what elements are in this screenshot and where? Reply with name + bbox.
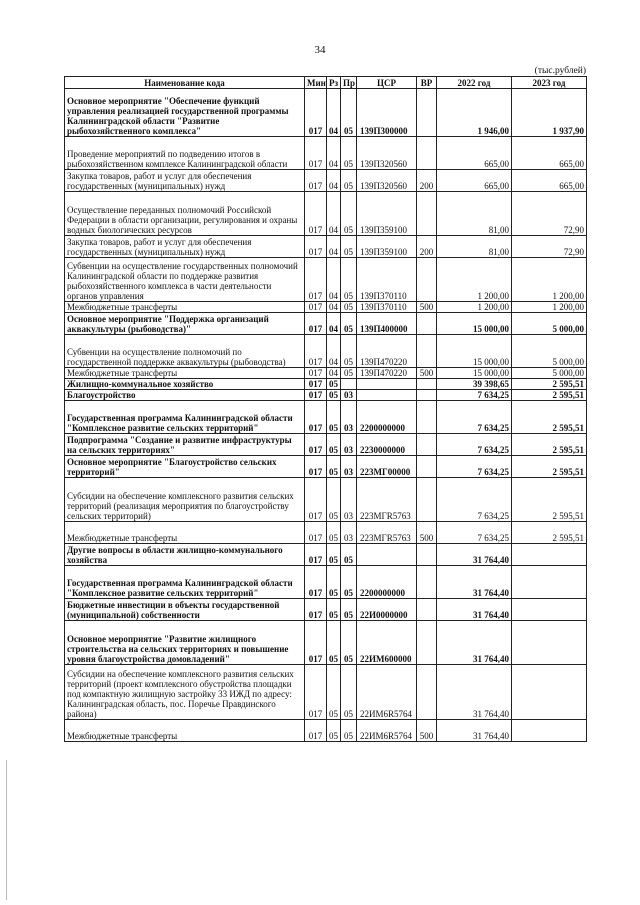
cell-y2023 xyxy=(512,599,587,621)
header-min: Мин xyxy=(305,77,327,89)
cell-pr: 05 xyxy=(341,258,357,302)
table-row xyxy=(65,379,587,390)
cell-pr: 05 xyxy=(341,368,357,379)
page-number: 34 xyxy=(314,44,326,56)
cell-csr: 139П400000 xyxy=(357,313,417,335)
table-row xyxy=(65,89,587,137)
cell-vr xyxy=(417,599,437,621)
cell-vr xyxy=(417,434,437,456)
cell-min: 017 xyxy=(305,621,327,665)
cell-csr: 139П320560 xyxy=(357,170,417,192)
cell-pr: 05 xyxy=(341,665,357,720)
cell-y2022: 81,00 xyxy=(437,236,512,258)
cell-y2023: 2 595,51 xyxy=(512,522,587,544)
cell-min: 017 xyxy=(305,390,327,401)
cell-name: Проведение мероприятий по подведению итогов в рыбохозяйственном комплексе Калининградской области xyxy=(65,137,305,170)
cell-vr: 500 xyxy=(417,302,437,313)
cell-vr xyxy=(417,621,437,665)
cell-rz: 05 xyxy=(327,522,341,544)
cell-y2023 xyxy=(512,665,587,720)
cell-vr xyxy=(417,89,437,137)
cell-y2023: 2 595,51 xyxy=(512,379,587,390)
cell-name: Жилищно-коммунальное хозяйство xyxy=(65,379,305,390)
cell-rz: 04 xyxy=(327,192,341,236)
cell-name: Межбюджетные трансферты xyxy=(65,522,305,544)
cell-name: Межбюджетные трансферты xyxy=(65,368,305,379)
cell-name: Государственная программа Калининградской области "Комплексное развитие сельских территорий" xyxy=(65,401,305,434)
cell-rz: 05 xyxy=(327,566,341,599)
cell-rz: 05 xyxy=(327,456,341,478)
cell-y2023: 2 595,51 xyxy=(512,478,587,522)
cell-vr xyxy=(417,478,437,522)
header-pr: Пр xyxy=(341,77,357,89)
cell-y2022: 31 764,40 xyxy=(437,566,512,599)
cell-y2022: 31 764,40 xyxy=(437,544,512,566)
cell-y2023: 665,00 xyxy=(512,137,587,170)
cell-csr xyxy=(357,379,417,390)
cell-y2022: 31 764,40 xyxy=(437,665,512,720)
cell-min: 017 xyxy=(305,192,327,236)
cell-vr xyxy=(417,137,437,170)
cell-csr: 223МГ00000 xyxy=(357,456,417,478)
cell-csr: 22ИМ6R5764 xyxy=(357,720,417,742)
cell-vr xyxy=(417,379,437,390)
table-row xyxy=(65,390,587,401)
cell-rz: 04 xyxy=(327,236,341,258)
cell-vr xyxy=(417,456,437,478)
cell-name: Государственная программа Калининградской области "Комплексное развитие сельских территорий" xyxy=(65,566,305,599)
cell-y2023 xyxy=(512,720,587,742)
cell-y2022: 15 000,00 xyxy=(437,313,512,335)
cell-pr: 05 xyxy=(341,137,357,170)
cell-min: 017 xyxy=(305,258,327,302)
cell-rz: 04 xyxy=(327,302,341,313)
cell-y2023 xyxy=(512,544,587,566)
cell-csr: 2200000000 xyxy=(357,566,417,599)
cell-y2023: 1 937,90 xyxy=(512,89,587,137)
cell-vr xyxy=(417,390,437,401)
cell-name: Субвенции на осуществление полномочий по государственной поддержке аквакультуры (рыбоводства) xyxy=(65,335,305,368)
cell-name: Закупка товаров, работ и услуг для обеспечения государственных (муниципальных) нужд xyxy=(65,170,305,192)
cell-name: Осуществление переданных полномочий Российской Федерации в области организации, регулирования и охраны водных биологических ресурсов xyxy=(65,192,305,236)
cell-csr: 139П470220 xyxy=(357,368,417,379)
cell-csr: 223МГR5763 xyxy=(357,478,417,522)
table-row xyxy=(65,170,587,192)
header-csr: ЦСР xyxy=(357,77,417,89)
cell-vr xyxy=(417,335,437,368)
cell-rz: 05 xyxy=(327,401,341,434)
cell-vr: 200 xyxy=(417,170,437,192)
cell-min: 017 xyxy=(305,335,327,368)
cell-name: Основное мероприятие "Обеспечение функций управления реализацией государственной программы Калининградской области "Развитие рыбохозяйственного комплекса" xyxy=(65,89,305,137)
cell-y2023: 72,90 xyxy=(512,236,587,258)
cell-name: Основное мероприятие "Развитие жилищного строительства на сельских территориях и повышение уровня благоустройства домовладений" xyxy=(65,621,305,665)
cell-min: 017 xyxy=(305,89,327,137)
cell-pr: 03 xyxy=(341,478,357,522)
table-row xyxy=(65,566,587,599)
cell-y2023: 1 200,00 xyxy=(512,258,587,302)
header-2022: 2022 год xyxy=(437,77,512,89)
scan-edge-line xyxy=(6,760,7,900)
cell-pr: 05 xyxy=(341,566,357,599)
table-row xyxy=(65,522,587,544)
cell-name: Субсидии на обеспечение комплексного развития сельских территорий (реализация мероприятия по благоустройству сельских территорий) xyxy=(65,478,305,522)
cell-name: Основное мероприятие "Поддержка организаций аквакультуры (рыбоводства)" xyxy=(65,313,305,335)
cell-min: 017 xyxy=(305,137,327,170)
cell-y2022: 665,00 xyxy=(437,137,512,170)
cell-y2022: 7 634,25 xyxy=(437,390,512,401)
cell-pr: 05 xyxy=(341,236,357,258)
cell-vr: 200 xyxy=(417,236,437,258)
cell-pr: 05 xyxy=(341,89,357,137)
cell-y2022: 7 634,25 xyxy=(437,456,512,478)
table-row xyxy=(65,302,587,313)
cell-y2022: 7 634,25 xyxy=(437,434,512,456)
cell-y2022: 31 764,40 xyxy=(437,720,512,742)
cell-name: Другие вопросы в области жилищно-коммунального хозяйства xyxy=(65,544,305,566)
cell-vr: 500 xyxy=(417,720,437,742)
cell-rz: 05 xyxy=(327,544,341,566)
cell-csr xyxy=(357,390,417,401)
cell-csr: 22ИМ6R5764 xyxy=(357,665,417,720)
cell-csr: 139П320560 xyxy=(357,137,417,170)
cell-pr xyxy=(341,379,357,390)
cell-rz: 04 xyxy=(327,89,341,137)
cell-pr: 05 xyxy=(341,544,357,566)
cell-pr: 05 xyxy=(341,720,357,742)
cell-min: 017 xyxy=(305,544,327,566)
cell-vr xyxy=(417,192,437,236)
cell-csr: 139П370110 xyxy=(357,302,417,313)
header-name: Наименование кода xyxy=(65,77,305,89)
cell-min: 017 xyxy=(305,236,327,258)
header-vr: ВР xyxy=(417,77,437,89)
cell-vr xyxy=(417,566,437,599)
header-2023: 2023 год xyxy=(512,77,587,89)
cell-pr: 03 xyxy=(341,390,357,401)
cell-pr: 03 xyxy=(341,522,357,544)
table-row xyxy=(65,236,587,258)
cell-y2022: 15 000,00 xyxy=(437,368,512,379)
cell-pr: 05 xyxy=(341,621,357,665)
cell-min: 017 xyxy=(305,313,327,335)
cell-rz: 04 xyxy=(327,258,341,302)
cell-vr: 500 xyxy=(417,522,437,544)
table-row xyxy=(65,335,587,368)
cell-pr: 05 xyxy=(341,170,357,192)
table-row xyxy=(65,599,587,621)
cell-csr: 139П470220 xyxy=(357,335,417,368)
cell-rz: 05 xyxy=(327,434,341,456)
cell-rz: 04 xyxy=(327,137,341,170)
cell-y2022: 81,00 xyxy=(437,192,512,236)
cell-min: 017 xyxy=(305,665,327,720)
cell-min: 017 xyxy=(305,456,327,478)
cell-y2022: 1 200,00 xyxy=(437,258,512,302)
cell-min: 017 xyxy=(305,720,327,742)
cell-vr xyxy=(417,544,437,566)
cell-y2022: 31 764,40 xyxy=(437,599,512,621)
cell-rz: 04 xyxy=(327,335,341,368)
cell-pr: 05 xyxy=(341,313,357,335)
cell-name: Основное мероприятие "Благоустройство сельских территорий" xyxy=(65,456,305,478)
cell-csr: 22ИМ600000 xyxy=(357,621,417,665)
cell-csr: 22И0000000 xyxy=(357,599,417,621)
cell-y2022: 39 398,65 xyxy=(437,379,512,390)
cell-min: 017 xyxy=(305,599,327,621)
cell-rz: 04 xyxy=(327,313,341,335)
cell-min: 017 xyxy=(305,368,327,379)
unit-label: (тыс.рублей) xyxy=(534,66,586,76)
cell-y2022: 1 946,00 xyxy=(437,89,512,137)
cell-y2023: 5 000,00 xyxy=(512,313,587,335)
table-row xyxy=(65,665,587,720)
cell-y2022: 7 634,25 xyxy=(437,478,512,522)
cell-rz: 04 xyxy=(327,170,341,192)
cell-rz: 05 xyxy=(327,379,341,390)
cell-y2023: 2 595,51 xyxy=(512,401,587,434)
table-row xyxy=(65,192,587,236)
cell-y2022: 7 634,25 xyxy=(437,401,512,434)
table-row xyxy=(65,258,587,302)
cell-y2023: 2 595,51 xyxy=(512,390,587,401)
cell-pr: 03 xyxy=(341,401,357,434)
cell-min: 017 xyxy=(305,302,327,313)
cell-rz: 05 xyxy=(327,599,341,621)
cell-y2023 xyxy=(512,621,587,665)
header-rz: Рз xyxy=(327,77,341,89)
table-row xyxy=(65,401,587,434)
cell-rz: 04 xyxy=(327,368,341,379)
cell-name: Подпрограмма "Создание и развитие инфраструктуры на сельских территориях" xyxy=(65,434,305,456)
cell-rz: 05 xyxy=(327,390,341,401)
cell-y2022: 15 000,00 xyxy=(437,335,512,368)
cell-y2023: 5 000,00 xyxy=(512,368,587,379)
cell-pr: 05 xyxy=(341,599,357,621)
cell-vr: 500 xyxy=(417,368,437,379)
cell-rz: 05 xyxy=(327,478,341,522)
cell-min: 017 xyxy=(305,566,327,599)
cell-name: Благоустройство xyxy=(65,390,305,401)
cell-name: Межбюджетные трансферты xyxy=(65,720,305,742)
cell-rz: 05 xyxy=(327,621,341,665)
cell-y2022: 31 764,40 xyxy=(437,621,512,665)
cell-min: 017 xyxy=(305,434,327,456)
cell-pr: 05 xyxy=(341,192,357,236)
cell-y2022: 665,00 xyxy=(437,170,512,192)
cell-y2022: 1 200,00 xyxy=(437,302,512,313)
cell-csr: 2230000000 xyxy=(357,434,417,456)
cell-csr: 2200000000 xyxy=(357,401,417,434)
cell-min: 017 xyxy=(305,478,327,522)
cell-rz: 05 xyxy=(327,665,341,720)
table-row xyxy=(65,621,587,665)
cell-name: Межбюджетные трансферты xyxy=(65,302,305,313)
cell-csr: 139П359100 xyxy=(357,236,417,258)
cell-rz: 05 xyxy=(327,720,341,742)
budget-table xyxy=(64,76,587,742)
cell-y2023 xyxy=(512,566,587,599)
cell-vr xyxy=(417,401,437,434)
cell-csr: 139П300000 xyxy=(357,89,417,137)
cell-y2023: 72,90 xyxy=(512,192,587,236)
cell-y2023: 1 200,00 xyxy=(512,302,587,313)
cell-min: 017 xyxy=(305,170,327,192)
cell-pr: 03 xyxy=(341,434,357,456)
table-row xyxy=(65,137,587,170)
cell-pr: 05 xyxy=(341,335,357,368)
table-row xyxy=(65,720,587,742)
cell-y2023: 665,00 xyxy=(512,170,587,192)
table-row xyxy=(65,313,587,335)
cell-name: Субвенции на осуществление государственных полномочий Калининградской области по поддержке развития рыбохозяйственного комплекса в части деятельности органов управления xyxy=(65,258,305,302)
table-row xyxy=(65,368,587,379)
cell-pr: 03 xyxy=(341,456,357,478)
cell-vr xyxy=(417,665,437,720)
cell-min: 017 xyxy=(305,401,327,434)
table-row xyxy=(65,544,587,566)
cell-csr: 223МГR5763 xyxy=(357,522,417,544)
cell-csr: 139П359100 xyxy=(357,192,417,236)
cell-name: Субсидии на обеспечение комплексного развития сельских территорий (проект комплексного обустройства площадки под компактную жилищную застройку 33 ИЖД по адресу: Калининградская область, пос. Поречье Правдинского района) xyxy=(65,665,305,720)
cell-y2023: 5 000,00 xyxy=(512,335,587,368)
cell-y2023: 2 595,51 xyxy=(512,456,587,478)
table-row xyxy=(65,456,587,478)
cell-y2022: 7 634,25 xyxy=(437,522,512,544)
header-row xyxy=(65,77,587,89)
cell-vr xyxy=(417,258,437,302)
cell-min: 017 xyxy=(305,379,327,390)
cell-csr xyxy=(357,544,417,566)
table-row xyxy=(65,478,587,522)
cell-pr: 05 xyxy=(341,302,357,313)
cell-name: Закупка товаров, работ и услуг для обеспечения государственных (муниципальных) нужд xyxy=(65,236,305,258)
cell-vr xyxy=(417,313,437,335)
cell-y2023: 2 595,51 xyxy=(512,434,587,456)
cell-csr: 139П370110 xyxy=(357,258,417,302)
cell-name: Бюджетные инвестиции в объекты государственной (муниципальной) собственности xyxy=(65,599,305,621)
table-row xyxy=(65,434,587,456)
cell-min: 017 xyxy=(305,522,327,544)
